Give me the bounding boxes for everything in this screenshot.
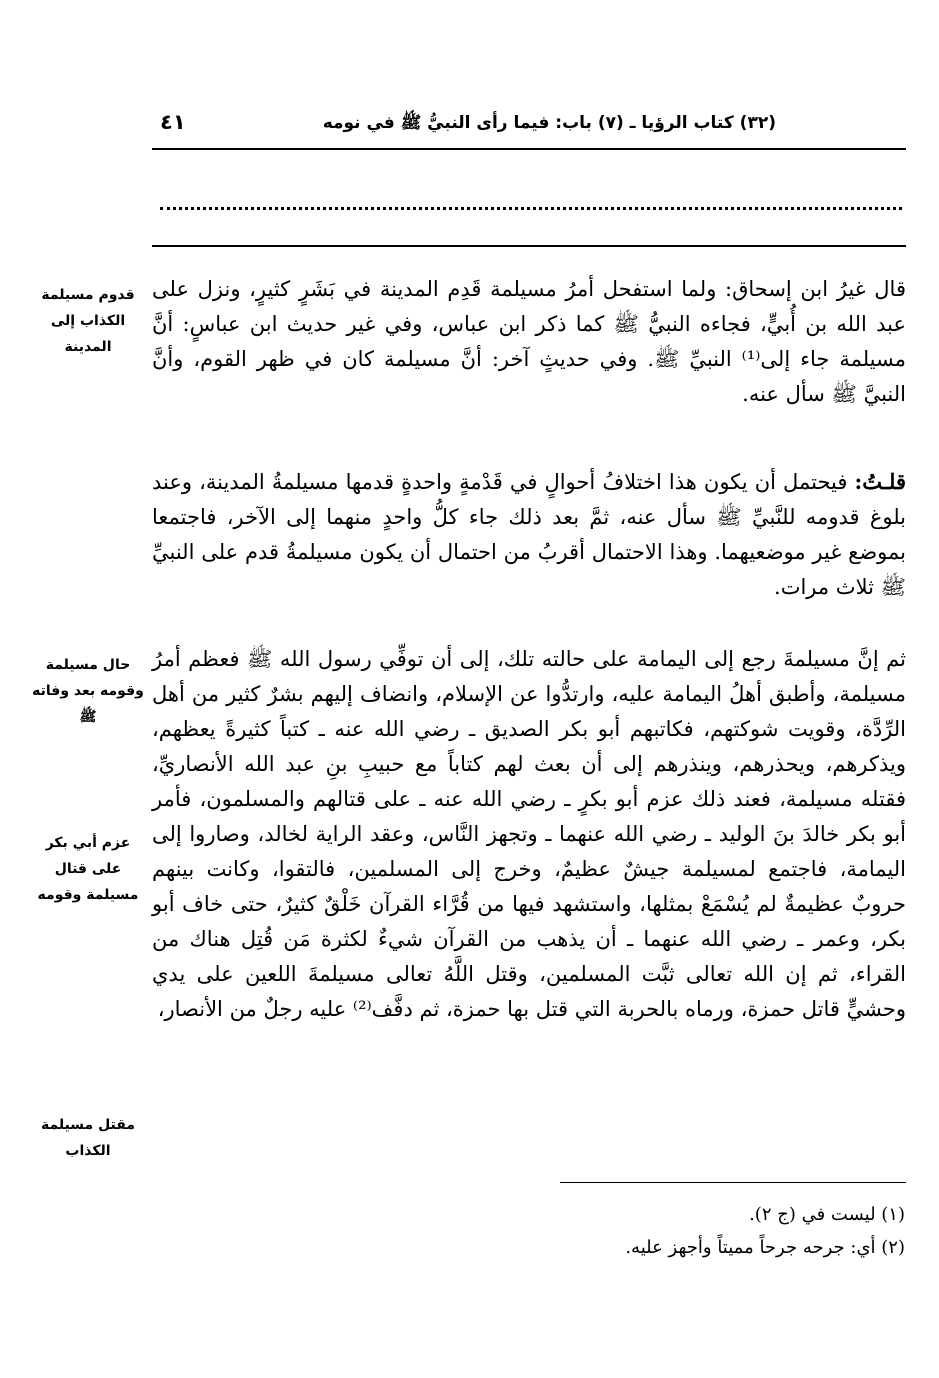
paragraph-lead: قلـتُ: bbox=[854, 469, 906, 494]
paragraph-2 bbox=[152, 464, 906, 605]
margin-note: مقتل مسيلمة الكذاب bbox=[40, 1117, 136, 1159]
header-title: (٣٢) كتاب الرؤيا ـ (٧) باب: فيما رأى النبيُّ ﷺ في نومه bbox=[322, 113, 776, 133]
footnote-rule bbox=[560, 1182, 906, 1183]
header-rule bbox=[152, 148, 906, 150]
page-number: ٤١ bbox=[160, 110, 186, 134]
footnote: (٢) أي: جرحه جرحاً مميتاً وأجهز عليه. bbox=[625, 1237, 905, 1258]
footnote: (١) ليست في (ج ٢). bbox=[749, 1204, 905, 1225]
section-rule bbox=[152, 245, 906, 247]
margin-note: عزم أبي بكر على قتال مسيلمة وقومه bbox=[37, 835, 139, 903]
margin-note: حال مسيلمة وقومه بعد وفاته ﷺ bbox=[32, 657, 144, 725]
paragraph-2-text: فيحتمل أن يكون هذا اختلافُ أحوالٍ في قَدْمةٍ واحدةٍ قدمها مسيلمةُ المدينة، وعند بلوغ قدومه للنَّبيِّ ﷺ سأل عنه، ثمَّ بعد ذلك جاء كلُّ واحدٍ منهما إلى الآخر، فاجتمعا بموضع غير موضعيهما. وهذا الاحتمال أقربُ من احتمال أن يكون مسيلمةُ قدم على النبيِّ ﷺ ثلاث مرات. bbox=[152, 470, 906, 599]
paragraph-1: قال غيرُ ابن إسحاق: ولما استفحل أمرُ مسيلمة قَدِم المدينة في بَشَرٍ كثيرٍ، ونزل على عبد الله بن أُبيٍّ، فجاءه النبيُّ ﷺ كما ذكر ابن عباس، وفي غير حديث ابن عباسٍ: أنَّ مسيلمة جاء إلى⁽¹⁾ النبيِّ ﷺ. وفي حديثٍ آخر: أنَّ مسيلمة كان في ظهر القوم، وأنَّ النبيَّ ﷺ سأل عنه. bbox=[152, 277, 906, 406]
footnotes bbox=[145, 1198, 905, 1264]
running-header bbox=[152, 104, 906, 144]
paragraph-3: ثم إنَّ مسيلمةَ رجع إلى اليمامة على حالته تلك، إلى أن توفِّي رسول الله ﷺ فعظم أمرُ مسيلمة، وأطبق أهلُ اليمامة عليه، وارتدُّوا عن الإسلام، وانضاف إليهم بشرٌ كثير من أهل الرِّدَّة، وقويت شوكتهم، فكاتبهم أبو بكر الصديق ـ رضي الله عنه ـ كتباً كثيرةً يعظهم، ويذكرهم، ويحذرهم، وينذرهم إلى أن بعث لهم كتاباً مع حبيبِ بنِ عبد الله الأنصاريِّ، فقتله مسيلمة، فعند ذلك عزم أبو بكرٍ ـ رضي الله عنه ـ على قتالهم والمسلمون، فأمر أبو بكر خالدَ بنَ الوليد ـ رضي الله عنهما ـ وتجهز النَّاس، وعقد الراية لخالد، وصاروا إلى اليمامة، فاجتمع لمسيلمة جيشٌ عظيمٌ، وخرج إلى المسلمين، فالتقوا، وكانت بينهم حروبٌ عظيمةٌ لم يُسْمَعْ بمثلها، واستشهد فيها من قُرَّاء القرآن خَلْقٌ كثيرٌ، حتى خاف أبو بكر، وعمر ـ رضي الله عنهما ـ أن يذهب من القرآن شيءٌ لكثرة مَن قُتِل هناك من القراء، ثم إن الله تعالى ثبَّت المسلمين، وقتل اللَّهُ تعالى مسيلمةَ اللعين على يدي وحشيٍّ قاتل حمزة، ورماه بالحربة التي قتل بها حمزة، ثم دفَّف⁽²⁾ عليه رجلٌ من الأنصار، bbox=[152, 647, 906, 1021]
ellipsis-divider bbox=[160, 194, 902, 210]
margin-note: قدوم مسيلمة الكذاب إلى المدينة bbox=[41, 287, 135, 355]
